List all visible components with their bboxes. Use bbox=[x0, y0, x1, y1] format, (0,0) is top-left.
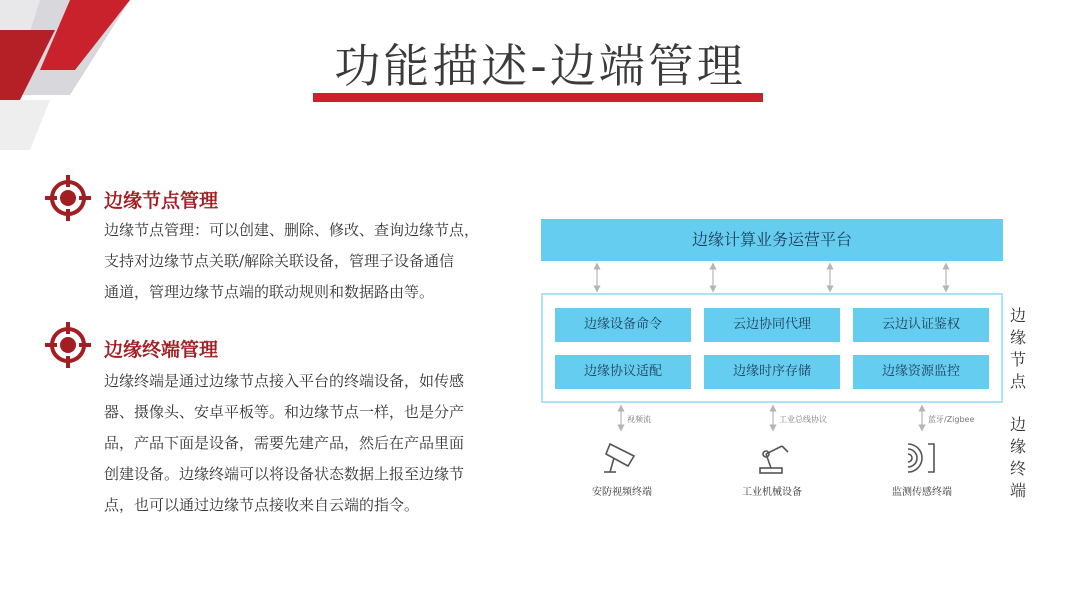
module-edge-protocol-adapter: 边缘协议适配 bbox=[555, 355, 691, 389]
side-char: 边 bbox=[1009, 306, 1026, 325]
body-line: 边缘终端是通过边缘节点接入平台的终端设备，如传感 bbox=[104, 372, 465, 390]
device-security-camera-label: 安防视频终端 bbox=[592, 487, 652, 498]
body-line: 通道，管理边缘节点端的联动规则和数据路由等。 bbox=[104, 283, 435, 301]
crosshair-target-icon bbox=[44, 174, 92, 222]
body-line: 点，也可以通过边缘节点接收来自云端的指令。 bbox=[104, 496, 420, 514]
edge-node-side-label bbox=[1008, 305, 1028, 393]
platform-box: 边缘计算业务运营平台 bbox=[541, 219, 1003, 261]
title-underline bbox=[313, 93, 763, 102]
section-body-edge-terminal bbox=[104, 366, 524, 521]
sensor-signal-icon bbox=[900, 436, 944, 476]
section-heading-edge-terminal: 边缘终端管理 bbox=[104, 339, 219, 361]
security-camera-icon bbox=[600, 436, 644, 476]
body-line: 品，产品下面是设备，需要先建产品，然后在产品里面 bbox=[104, 434, 465, 452]
module-cloud-edge-auth: 云边认证鉴权 bbox=[853, 308, 989, 342]
section-body-edge-node bbox=[104, 215, 524, 308]
side-char: 缘 bbox=[1009, 437, 1026, 456]
protocol-bluetooth-zigbee: 蓝牙/Zigbee bbox=[928, 415, 975, 424]
robot-arm-icon bbox=[752, 436, 796, 476]
side-char: 缘 bbox=[1009, 328, 1026, 347]
side-char: 边 bbox=[1009, 415, 1026, 434]
protocol-video-stream: 视频流 bbox=[627, 415, 651, 424]
protocol-industrial-bus: 工业总线协议 bbox=[779, 415, 827, 424]
body-line: 器、摄像头、安卓平板等。和边缘节点一样，也是分产 bbox=[104, 403, 465, 421]
edge-terminal-side-label bbox=[1008, 414, 1028, 502]
module-cloud-edge-proxy: 云边协同代理 bbox=[704, 308, 840, 342]
side-char: 点 bbox=[1009, 372, 1026, 391]
page-title: 功能描述-边端管理 bbox=[334, 39, 746, 93]
device-sensor-terminal-label: 监测传感终端 bbox=[892, 487, 952, 498]
crosshair-target-icon bbox=[44, 321, 92, 369]
side-char: 端 bbox=[1009, 481, 1026, 500]
body-line: 创建设备。边缘终端可以将设备状态数据上报至边缘节 bbox=[104, 465, 465, 483]
module-edge-resource-monitor: 边缘资源监控 bbox=[853, 355, 989, 389]
body-line: 边缘节点管理：可以创建、删除、修改、查询边缘节点， bbox=[104, 221, 480, 239]
side-char: 终 bbox=[1009, 459, 1026, 478]
body-line: 支持对边缘节点关联/解除关联设备，管理子设备通信 bbox=[104, 252, 455, 270]
device-industrial-machine-label: 工业机械设备 bbox=[742, 487, 802, 498]
section-heading-edge-node: 边缘节点管理 bbox=[104, 190, 219, 212]
side-char: 节 bbox=[1009, 350, 1026, 369]
module-edge-device-command: 边缘设备命令 bbox=[555, 308, 691, 342]
module-edge-timeseries-storage: 边缘时序存储 bbox=[704, 355, 840, 389]
